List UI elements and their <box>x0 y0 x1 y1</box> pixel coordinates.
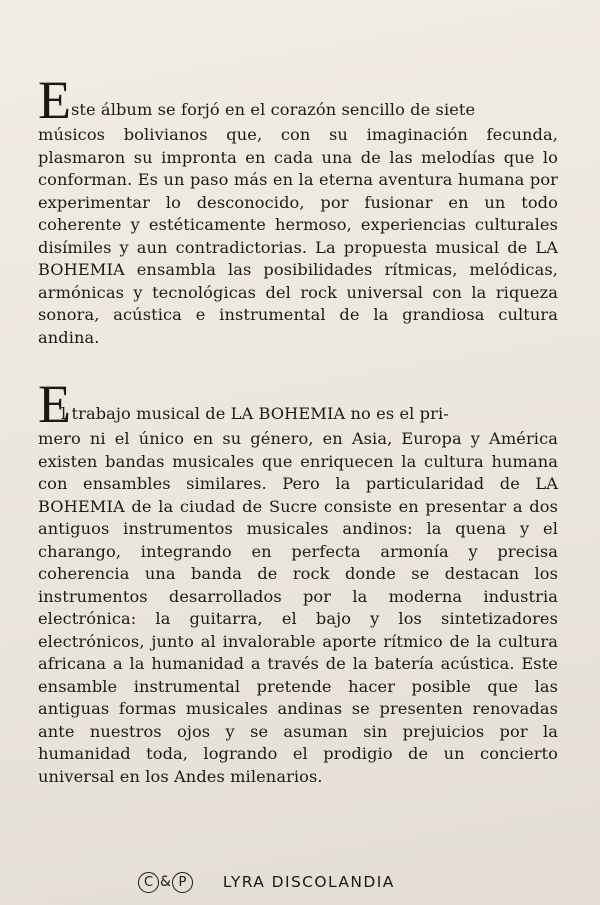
paragraph-first-line <box>38 70 558 130</box>
phonogram-copyright-icon: P <box>172 872 193 893</box>
paragraph-body-text: mero ni el único en su género, en Asia, Europa y América existen bandas musicales que enriquecen la cultura humana con ensambles similares. Pero la particularidad de LA BOHEMIA de la ciudad de Sucre consiste en presentar a dos antiguos instrumentos musicales andinos: la quena y el charango, integrando en perfecta armonía y precisa coherencia una banda de rock donde se destacan los instrumentos desarrollados por la moderna industria electrónica: la guitarra, el bajo y los sintetizadores electrónicos, junto al invalorable aporte rítmico de la cultura africana a la humanidad a través de la batería acústica. Este ensamble instrumental pretende hacer posible que las antiguas formas musicales andinas se presenten renovadas ante nuestros ojos y se asuman sin prejuicios por la humanidad toda, logrando el prodigio de un concierto universal en los Andes milenarios. <box>38 429 558 786</box>
paragraph-band-description <box>38 374 558 788</box>
paragraph-opening-text: l trabajo musical de LA BOHEMIA no es el pri- <box>61 403 449 423</box>
paragraph-first-line <box>38 374 558 434</box>
paragraph-opening-text: ste álbum se forjó en el corazón sencillo de siete <box>71 99 476 119</box>
paragraph-album-intro <box>38 70 558 349</box>
copyright-icon: C <box>138 872 159 893</box>
record-label-name: LYRA DISCOLANDIA <box>222 873 395 891</box>
drop-cap-letter: E <box>38 70 72 130</box>
drop-cap-letter: E <box>38 374 72 434</box>
paragraph-body-text: músicos bolivianos que, con su imaginación fecunda, plasmaron su impronta en cada una de las melodías que lo conforman. Es un paso más en la eterna aventura humana por experimentar lo desconocido, por fusionar en un todo coherente y estéticamente hermoso, experiencias culturales disímiles y aun contradictorias. La propuesta musical de LA BOHEMIA ensambla las posibilidades rítmicas, melódicas, armónicas y tecnológicas del rock universal con la riqueza sonora, acústica e instrumental de la grandiosa cultura andina. <box>38 125 558 347</box>
ampersand: & <box>160 874 171 890</box>
record-label-footer <box>138 869 395 895</box>
